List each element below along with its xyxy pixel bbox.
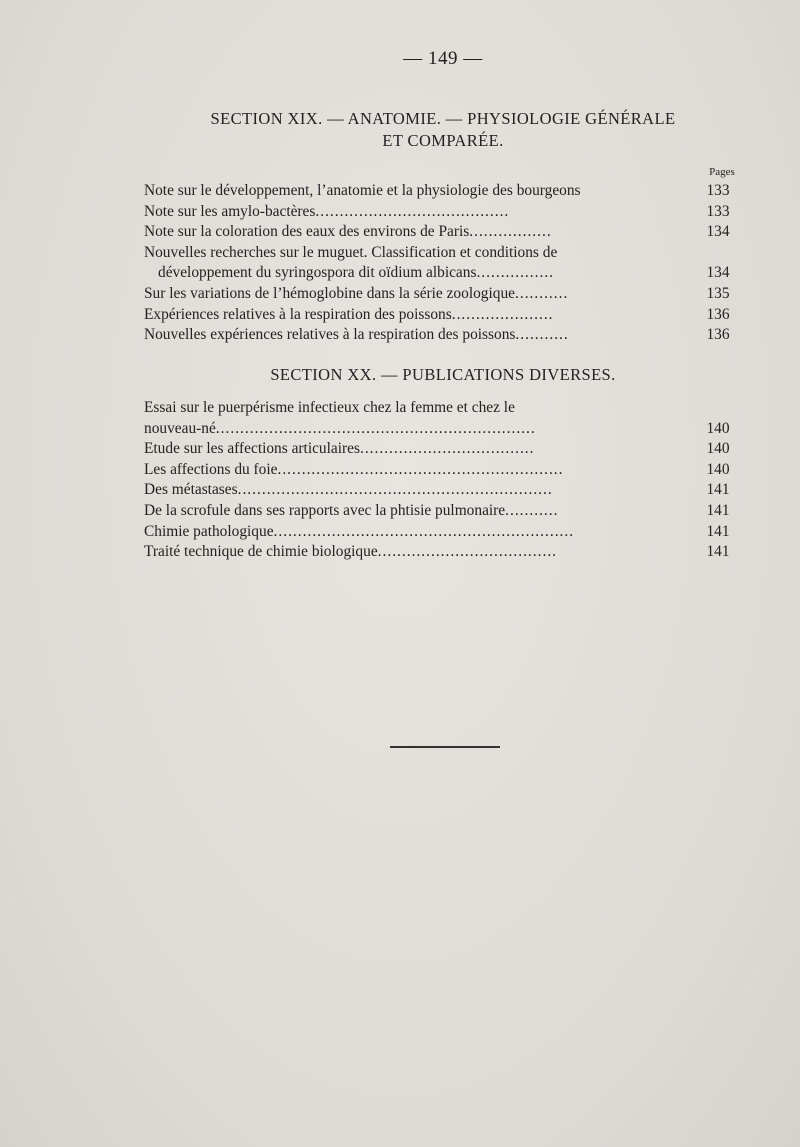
- toc-entry-title-line1: Essai sur le puerpérisme infectieux chez la femme et chez le: [144, 399, 515, 416]
- toc-entry-title-line2-text: développement du syringospora dit oïdium albicans: [158, 264, 477, 282]
- toc-entry-page: 133: [706, 182, 730, 199]
- toc-entry-title: De la scrofule dans ses rapports avec la phtisie pulmonaire: [144, 501, 506, 519]
- toc-leader-dots: .................: [469, 223, 552, 241]
- section-19-title-line2: ET COMPARÉE.: [382, 131, 504, 150]
- section-19-title-line1: SECTION XIX. — ANATOMIE. — PHYSIOLOGIE GÉNÉRALE: [210, 109, 676, 128]
- toc-entry-title: Chimie pathologique: [144, 522, 274, 540]
- toc-leader-dots: ..................................................................: [215, 419, 536, 437]
- pages-column-label: Pages: [709, 166, 735, 178]
- toc-leader-dots: ...........: [515, 326, 569, 344]
- toc-entry-page: 140: [706, 419, 730, 437]
- toc-entry-page: 140: [706, 460, 730, 478]
- toc-entry-title-line2: [144, 263, 678, 284]
- toc-entry-title: [144, 398, 678, 439]
- toc-entry: [144, 522, 740, 543]
- toc-entry-title-line2-text: nouveau-né: [144, 419, 216, 437]
- section-20-heading: SECTION XX. — PUBLICATIONS DIVERSES.: [270, 365, 616, 384]
- toc-entry: [144, 439, 740, 460]
- toc-leader-dots: ..............................................................: [273, 522, 575, 540]
- toc-entry-page: 140: [706, 440, 730, 458]
- toc-entry-page: 141: [706, 501, 730, 519]
- toc-leader-dots: .................................................................: [237, 481, 553, 499]
- toc-entry-title: Note sur le développement, l’anatomie et la physiologie des bourgeons: [144, 182, 581, 199]
- section-19-heading: [0, 108, 800, 152]
- toc-leader-dots: .....................................: [377, 543, 558, 561]
- toc-entry: [144, 305, 740, 326]
- toc-entry: [144, 398, 740, 439]
- closing-rule: [390, 746, 500, 748]
- toc-entry: [144, 243, 740, 284]
- toc-entry-page: 141: [706, 522, 730, 540]
- toc-entry-page: 141: [706, 543, 730, 561]
- toc-entry: [144, 542, 740, 563]
- toc-leader-dots: ........................................: [315, 202, 510, 220]
- toc-entry-title-line2: [144, 419, 678, 440]
- toc-leader-dots: ...........: [515, 284, 569, 302]
- toc-leader-dots: ...........: [505, 501, 559, 519]
- toc-entry: [144, 222, 740, 243]
- toc-entry-title: Les affections du foie: [144, 460, 278, 478]
- toc-entry: [144, 480, 740, 501]
- toc-entry-title: Note sur les amylo-bactères: [144, 202, 316, 220]
- toc-leader-dots: ....................................: [359, 440, 535, 458]
- page-number: — 149 —: [403, 48, 483, 69]
- toc-entry-title: Nouvelles expériences relatives à la respiration des poissons: [144, 326, 516, 344]
- toc-entry-title: Etude sur les affections articulaires: [144, 440, 360, 458]
- toc-entry-title: [144, 243, 678, 284]
- toc-entry-page: 136: [706, 326, 730, 344]
- toc-entry-title: Note sur la coloration des eaux des environs de Paris: [144, 223, 470, 241]
- toc-entry-page: 134: [706, 223, 730, 241]
- section-20-toc: [144, 398, 740, 563]
- toc-entry-page: 141: [706, 481, 730, 499]
- toc-entry: [144, 325, 740, 346]
- toc-leader-dots: ...........................................................: [277, 460, 564, 478]
- toc-entry-page: 134: [706, 264, 730, 282]
- toc-entry: [144, 460, 740, 481]
- toc-leader-dots: ................: [476, 264, 555, 282]
- toc-entry-page: 135: [706, 284, 730, 302]
- toc-entry-title-line1: Nouvelles recherches sur le muguet. Classification et conditions de: [144, 243, 558, 261]
- toc-leader-dots: .....................: [451, 305, 554, 323]
- toc-entry: [144, 501, 740, 522]
- toc-entry-title: Sur les variations de l’hémoglobine dans la série zoologique: [144, 284, 515, 302]
- toc-entry-title: Traité technique de chimie biologique: [144, 543, 378, 561]
- toc-entry-title: Des métastases: [144, 481, 238, 499]
- toc-entry-title: Expériences relatives à la respiration des poissons: [144, 305, 452, 323]
- section-19-toc: [144, 181, 740, 346]
- toc-entry: [144, 202, 740, 223]
- toc-entry: [144, 181, 740, 202]
- toc-entry: [144, 284, 740, 305]
- toc-entry-page: 133: [706, 202, 730, 220]
- toc-entry-page: 136: [706, 305, 730, 323]
